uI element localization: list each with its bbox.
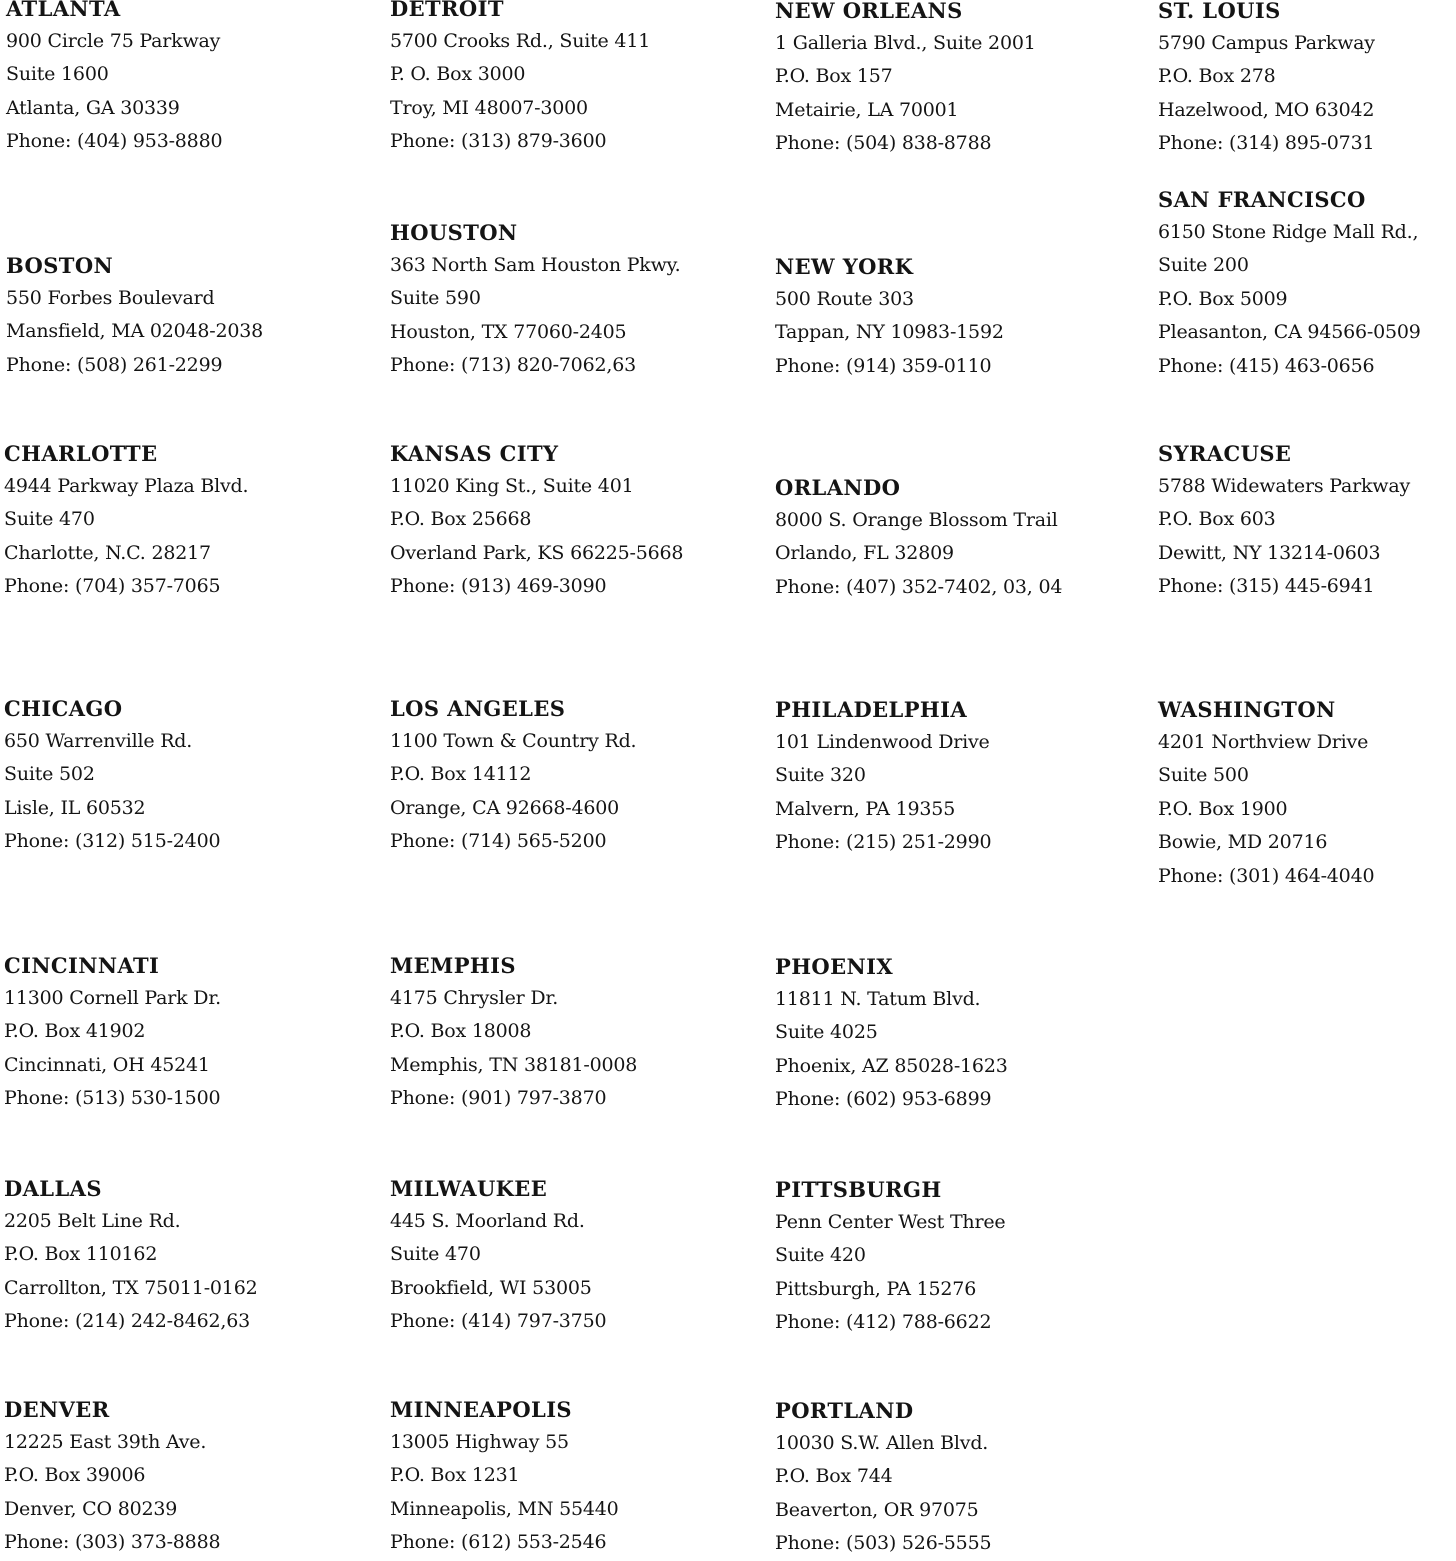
office-city-state-zip: Beaverton, OR 97075 [775, 1498, 979, 1521]
office-city-state-zip: Metairie, LA 70001 [775, 98, 959, 121]
office-new-york [775, 250, 1004, 383]
office-phoenix [775, 950, 1008, 1117]
office-dallas [4, 1172, 257, 1339]
office-city: CINCINNATI [4, 953, 160, 978]
office-city: PHILADELPHIA [775, 697, 968, 722]
office-po-box: P.O. Box 1231 [390, 1464, 520, 1487]
office-city-state-zip: Hazelwood, MO 63042 [1158, 98, 1375, 121]
office-city-state-zip: Atlanta, GA 30339 [6, 96, 180, 119]
office-phone: Phone: (412) 788-6622 [775, 1311, 992, 1334]
office-city: ATLANTA [6, 0, 121, 21]
office-po-box: P.O. Box 110162 [4, 1243, 158, 1266]
office-new-orleans [775, 0, 1036, 161]
office-phone: Phone: (404) 953-8880 [6, 130, 223, 153]
office-phone: Phone: (602) 953-6899 [775, 1088, 992, 1111]
office-orlando [775, 471, 1062, 604]
office-city: DALLAS [4, 1176, 102, 1201]
office-city-state-zip: Houston, TX 77060-2405 [390, 320, 627, 343]
office-city-state-zip: Dewitt, NY 13214-0603 [1158, 541, 1381, 564]
office-city: DENVER [4, 1397, 110, 1422]
office-street: 1 Galleria Blvd., Suite 2001 [775, 32, 1036, 54]
office-city-state-zip: Pleasanton, CA 94566-0509 [1158, 321, 1421, 344]
office-city: PITTSBURGH [775, 1177, 942, 1202]
office-phone: Phone: (704) 357-7065 [4, 575, 221, 598]
office-po-box: P.O. Box 41902 [4, 1020, 146, 1043]
office-street: 5790 Campus Parkway [1158, 32, 1375, 54]
office-phone: Phone: (713) 820-7062,63 [390, 354, 636, 377]
office-city: CHICAGO [4, 696, 123, 721]
office-street: 550 Forbes Boulevard [6, 287, 215, 309]
office-phone: Phone: (215) 251-2990 [775, 831, 992, 854]
office-street: 5788 Widewaters Parkway [1158, 475, 1410, 497]
office-street: 363 North Sam Houston Pkwy. [390, 254, 681, 276]
office-boston [6, 249, 263, 382]
office-city-state-zip: Memphis, TN 38181-0008 [390, 1053, 638, 1076]
office-street: 101 Lindenwood Drive [775, 731, 990, 753]
office-street: 11020 King St., Suite 401 [390, 475, 634, 497]
office-street: 8000 S. Orange Blossom Trail [775, 509, 1058, 531]
office-charlotte [4, 437, 248, 604]
office-city-state-zip: Cincinnati, OH 45241 [4, 1053, 210, 1076]
office-city-state-zip: Lisle, IL 60532 [4, 796, 146, 819]
office-city: NEW YORK [775, 254, 914, 279]
office-city-state-zip: Mansfield, MA 02048-2038 [6, 320, 264, 343]
office-city: PHOENIX [775, 954, 894, 979]
office-city-state-zip: Troy, MI 48007-3000 [390, 96, 588, 119]
office-city-state-zip: Orange, CA 92668-4600 [390, 796, 620, 819]
office-city: ST. LOUIS [1158, 0, 1281, 23]
office-suite: Suite 4025 [775, 1021, 878, 1044]
office-phone: Phone: (714) 565-5200 [390, 830, 607, 853]
office-city: LOS ANGELES [390, 696, 566, 721]
office-suite: Suite 502 [4, 763, 95, 786]
office-city: DETROIT [390, 0, 504, 21]
office-street: 4175 Chrysler Dr. [390, 987, 559, 1009]
office-city-state-zip: Denver, CO 80239 [4, 1497, 178, 1520]
office-phone: Phone: (612) 553-2546 [390, 1531, 607, 1554]
office-phone: Phone: (303) 373-8888 [4, 1531, 221, 1554]
office-minneapolis [390, 1393, 619, 1560]
office-city: BOSTON [6, 253, 114, 278]
office-phone: Phone: (414) 797-3750 [390, 1310, 607, 1333]
office-portland [775, 1394, 991, 1561]
office-city-state-zip: Bowie, MD 20716 [1158, 831, 1328, 854]
office-street: 2205 Belt Line Rd. [4, 1210, 181, 1232]
office-city: KANSAS CITY [390, 441, 559, 466]
office-detroit [390, 0, 650, 159]
office-city: SYRACUSE [1158, 441, 1292, 466]
office-phone: Phone: (214) 242-8462,63 [4, 1310, 250, 1333]
office-pittsburgh [775, 1173, 1005, 1340]
office-suite: Suite 500 [1158, 764, 1249, 787]
office-phone: Phone: (415) 463-0656 [1158, 354, 1375, 377]
office-city-state-zip: Phoenix, AZ 85028-1623 [775, 1054, 1008, 1077]
office-phone: Phone: (301) 464-4040 [1158, 864, 1375, 887]
office-city: WASHINGTON [1158, 697, 1336, 722]
office-phone: Phone: (914) 359-0110 [775, 354, 992, 377]
office-po-box: P.O. Box 5009 [1158, 287, 1288, 310]
office-philadelphia [775, 693, 991, 860]
office-po-box: P.O. Box 18008 [390, 1020, 532, 1043]
office-city-state-zip: Carrollton, TX 75011-0162 [4, 1276, 258, 1299]
office-city: MEMPHIS [390, 953, 516, 978]
office-city-state-zip: Brookfield, WI 53005 [390, 1276, 592, 1299]
office-street: 4201 Northview Drive [1158, 731, 1369, 753]
office-po-box: P.O. Box 39006 [4, 1464, 146, 1487]
office-cincinnati [4, 949, 221, 1116]
office-st-louis [1158, 0, 1375, 161]
office-po-box: P. O. Box 3000 [390, 63, 526, 86]
office-street: 4944 Parkway Plaza Blvd. [4, 475, 249, 497]
office-city-state-zip: Overland Park, KS 66225-5668 [390, 541, 684, 564]
office-city-state-zip: Malvern, PA 19355 [775, 797, 956, 820]
office-syracuse [1158, 437, 1410, 604]
office-suite: Suite 470 [390, 1243, 481, 1266]
office-street: 11811 N. Tatum Blvd. [775, 988, 981, 1010]
office-street: 11300 Cornell Park Dr. [4, 987, 221, 1009]
office-city-state-zip: Charlotte, N.C. 28217 [4, 541, 211, 564]
office-houston [390, 216, 681, 383]
office-phone: Phone: (508) 261-2299 [6, 353, 223, 376]
office-street: 6150 Stone Ridge Mall Rd., [1158, 221, 1419, 243]
office-po-box: P.O. Box 157 [775, 65, 893, 88]
office-los-angeles [390, 692, 636, 859]
office-phone: Phone: (313) 879-3600 [390, 130, 607, 153]
office-city: NEW ORLEANS [775, 0, 963, 23]
office-phone: Phone: (312) 515-2400 [4, 830, 221, 853]
office-city-state-zip: Pittsburgh, PA 15276 [775, 1277, 977, 1300]
office-street: 500 Route 303 [775, 288, 914, 310]
office-street: Penn Center West Three [775, 1211, 1006, 1233]
office-po-box: P.O. Box 278 [1158, 65, 1276, 88]
office-city-state-zip: Tappan, NY 10983-1592 [775, 321, 1004, 344]
office-city-state-zip: Minneapolis, MN 55440 [390, 1497, 619, 1520]
office-suite: Suite 420 [775, 1244, 866, 1267]
office-city: PORTLAND [775, 1398, 914, 1423]
office-phone: Phone: (901) 797-3870 [390, 1087, 607, 1110]
office-street: 12225 East 39th Ave. [4, 1431, 207, 1453]
office-street: 10030 S.W. Allen Blvd. [775, 1432, 989, 1454]
office-atlanta [6, 0, 222, 159]
office-suite: Suite 470 [4, 508, 95, 531]
office-city: MILWAUKEE [390, 1176, 548, 1201]
office-street: 5700 Crooks Rd., Suite 411 [390, 30, 651, 52]
office-milwaukee [390, 1172, 606, 1339]
office-po-box: P.O. Box 603 [1158, 508, 1276, 531]
office-po-box: P.O. Box 14112 [390, 763, 532, 786]
office-suite: Suite 320 [775, 764, 866, 787]
office-city: ORLANDO [775, 475, 901, 500]
office-city: CHARLOTTE [4, 441, 158, 466]
office-street: 445 S. Moorland Rd. [390, 1210, 585, 1232]
office-phone: Phone: (314) 895-0731 [1158, 132, 1375, 155]
office-street: 650 Warrenville Rd. [4, 730, 193, 752]
office-city: SAN FRANCISCO [1158, 187, 1366, 212]
office-phone: Phone: (503) 526-5555 [775, 1532, 992, 1555]
office-phone: Phone: (913) 469-3090 [390, 575, 607, 598]
office-phone: Phone: (504) 838-8788 [775, 132, 992, 155]
office-city-state-zip: Orlando, FL 32809 [775, 542, 954, 565]
office-chicago [4, 692, 220, 859]
office-memphis [390, 949, 637, 1116]
office-city: MINNEAPOLIS [390, 1397, 572, 1422]
office-denver [4, 1393, 220, 1560]
office-suite: Suite 200 [1158, 254, 1249, 277]
office-san-francisco [1158, 183, 1421, 383]
office-po-box: P.O. Box 25668 [390, 508, 532, 531]
office-city: HOUSTON [390, 220, 518, 245]
office-phone: Phone: (513) 530-1500 [4, 1087, 221, 1110]
office-phone: Phone: (407) 352-7402, 03, 04 [775, 575, 1063, 598]
office-suite: Suite 1600 [6, 63, 109, 86]
office-street: 13005 Highway 55 [390, 1431, 569, 1453]
office-po-box: P.O. Box 744 [775, 1465, 893, 1488]
office-washington [1158, 693, 1374, 893]
office-po-box: P.O. Box 1900 [1158, 797, 1288, 820]
office-kansas-city [390, 437, 683, 604]
office-suite: Suite 590 [390, 287, 481, 310]
office-street: 900 Circle 75 Parkway [6, 30, 221, 52]
office-phone: Phone: (315) 445-6941 [1158, 575, 1375, 598]
office-street: 1100 Town & Country Rd. [390, 730, 637, 752]
